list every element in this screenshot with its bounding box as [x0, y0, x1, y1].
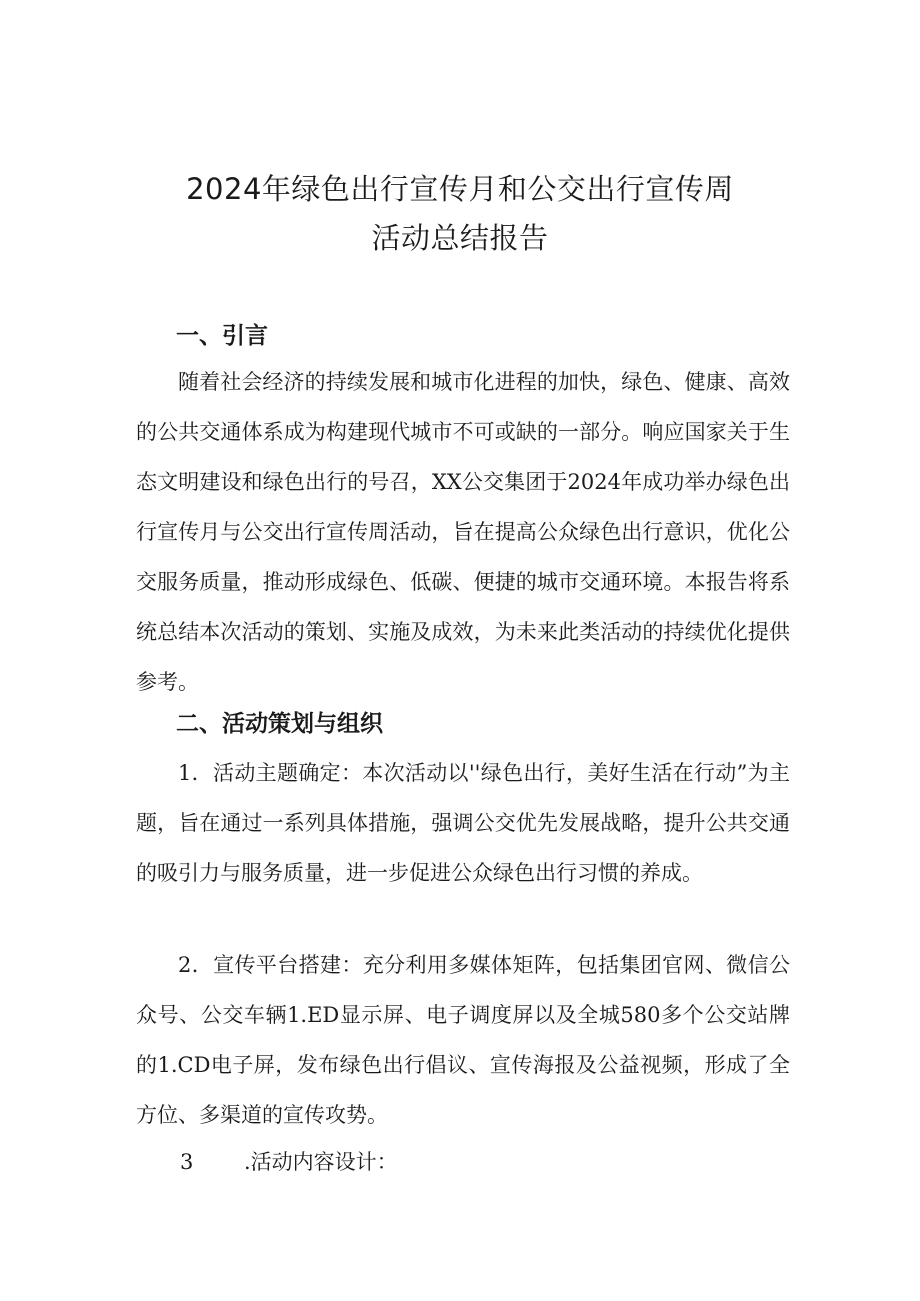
item-number: 3 [180, 1150, 194, 1174]
introduction-paragraph: 随着社会经济的持续发展和城市化进程的加快，绿色、健康、高效的公共交通体系成为构建现代城市不可或缺的一部分。响应国家关于生态文明建设和绿色出行的号召，XX公交集团于2024年成功举办绿色出行宣传月与公交出行宣传周活动，旨在提高公众绿色出行意识，优化公交服务质量，推动形成绿色、低碳、便捷的城市交通环境。本报告将系统总结本次活动的策划、实施及成效，为未来此类活动的持续优化提供参考。 [136, 370, 790, 694]
document-title-line2: 活动总结报告 [371, 221, 549, 255]
section-heading-introduction: 一、引言 [176, 323, 268, 349]
document-title-line1: 2024年绿色出行宣传月和公交出行宣传周 [186, 172, 734, 206]
planning-item-content-design [180, 1146, 398, 1176]
item-label: .活动内容设计： [244, 1150, 398, 1174]
planning-item-platform: 2．宣传平台搭建：充分利用多媒体矩阵，包括集团官网、微信公众号、公交车辆1.ED显示屏、电子调度屏以及全城580多个公交站牌的1.CD电子屏，发布绿色出行倡议、宣传海报及公益视频，形成了全方位、多渠道的宣传攻势。 [136, 953, 790, 1127]
section-heading-planning: 二、活动策划与组织 [176, 711, 383, 737]
planning-item-theme: 1．活动主题确定：本次活动以''绿色出行，美好生活在行动”为主题，旨在通过一系列具体措施，强调公交优先发展战略，提升公共交通的吸引力与服务质量，进一步促进公众绿色出行习惯的养成。 [136, 761, 790, 885]
